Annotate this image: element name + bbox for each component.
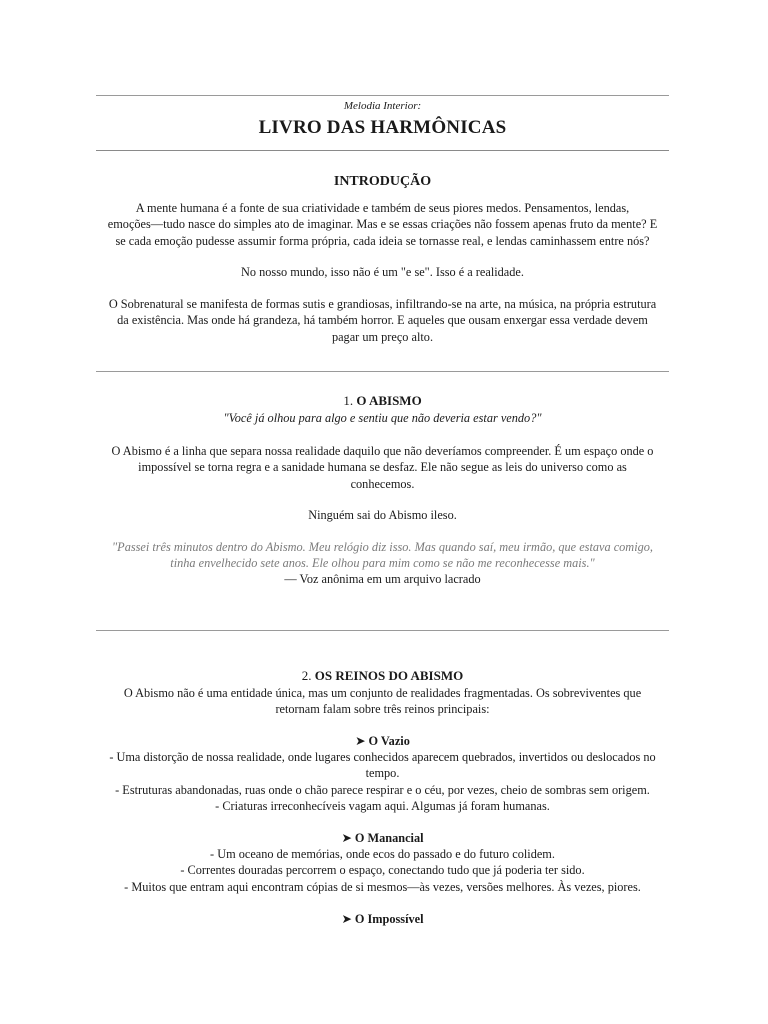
arrow-icon: ➤	[355, 734, 366, 748]
section1-number: 1.	[343, 393, 354, 408]
intro-paragraph-1: A mente humana é a fonte de sua criatividade e também de seus piores medos. Pensamentos, lendas, emoções—tudo nasce do simples ato de imaginar. Mas e se essas criações não fossem apenas fruto da mente? E se cada emoção pudesse assumir forma própria, cada ideia se tornasse real, e lendas caminhassem entre nós?	[107, 201, 658, 248]
realm2-name: O Manancial	[354, 831, 424, 845]
document-subtitle: Melodia Interior:	[343, 100, 422, 112]
header-bottom-rule	[96, 150, 669, 151]
realm3-heading	[96, 911, 669, 927]
realm2-description: - Um oceano de memórias, onde ecos do passado e do futuro colidem. - Correntes douradas percorrem o espaço, conectando tudo que já poderia ter sido. - Muitos que entram aqui encontram cópias de si mesmos—às vezes, versões melhores. Às vezes, piores.	[124, 847, 641, 894]
section2-title: OS REINOS DO ABISMO	[314, 668, 464, 683]
section1-paragraph-2: Ninguém sai do Abismo ileso.	[308, 508, 457, 522]
section1-divider	[96, 630, 669, 631]
realm1-description: - Uma distorção de nossa realidade, onde lugares conhecidos aparecem quebrados, invertidos ou deslocados no tempo. - Estruturas abandonadas, ruas onde o chão parece respirar e o céu, por vezes, cheio de sombras sem origem. - Criaturas irreconhecíveis vagam aqui. Algumas já foram humanas.	[109, 750, 656, 813]
realm1-name: O Vazio	[368, 734, 410, 748]
section2-number: 2.	[301, 668, 312, 683]
section1-title: O ABISMO	[356, 393, 422, 408]
section1-heading	[96, 393, 669, 409]
section1-testimony: "Passei três minutos dentro do Abismo. Meu relógio diz isso. Mas quando saí, meu irmão, que estava comigo, tinha envelhecido sete anos. Ele olhou para mim como se não me reconhecesse mais."	[112, 540, 653, 571]
arrow-icon: ➤	[341, 831, 352, 845]
intro-heading: INTRODUÇÃO	[333, 174, 432, 189]
document-title: LIVRO DAS HARMÔNICAS	[258, 117, 507, 138]
arrow-icon: ➤	[341, 912, 352, 926]
section2-heading	[96, 668, 669, 684]
header-top-rule	[96, 95, 669, 96]
intro-paragraph-3: O Sobrenatural se manifesta de formas sutis e grandiosas, infiltrando-se na arte, na música, na própria estrutura da existência. Mas onde há grandeza, há também horror. E aqueles que ousam enxergar essa verdade devem pagar um preço alto.	[108, 297, 657, 344]
intro-paragraph-2: No nosso mundo, isso não é um "e se". Isso é a realidade.	[241, 265, 524, 279]
realm3-name: O Impossível	[354, 912, 424, 926]
realm1-heading	[96, 733, 669, 749]
section2-intro: O Abismo não é uma entidade única, mas um conjunto de realidades fragmentadas. Os sobreviventes que retornam falam sobre três reinos principais:	[123, 686, 642, 717]
section1-attribution: — Voz anônima em um arquivo lacrado	[284, 572, 481, 586]
section1-paragraph-1: O Abismo é a linha que separa nossa realidade daquilo que não deveríamos compreender. É um espaço onde o impossível se torna regra e a sanidade humana se desfaz. Ele não segue as leis do universo como as conhecemos.	[111, 444, 654, 491]
section1-epigraph: "Você já olhou para algo e sentiu que não deveria estar vendo?"	[223, 411, 542, 425]
realm2-heading	[96, 830, 669, 846]
intro-divider	[96, 371, 669, 372]
